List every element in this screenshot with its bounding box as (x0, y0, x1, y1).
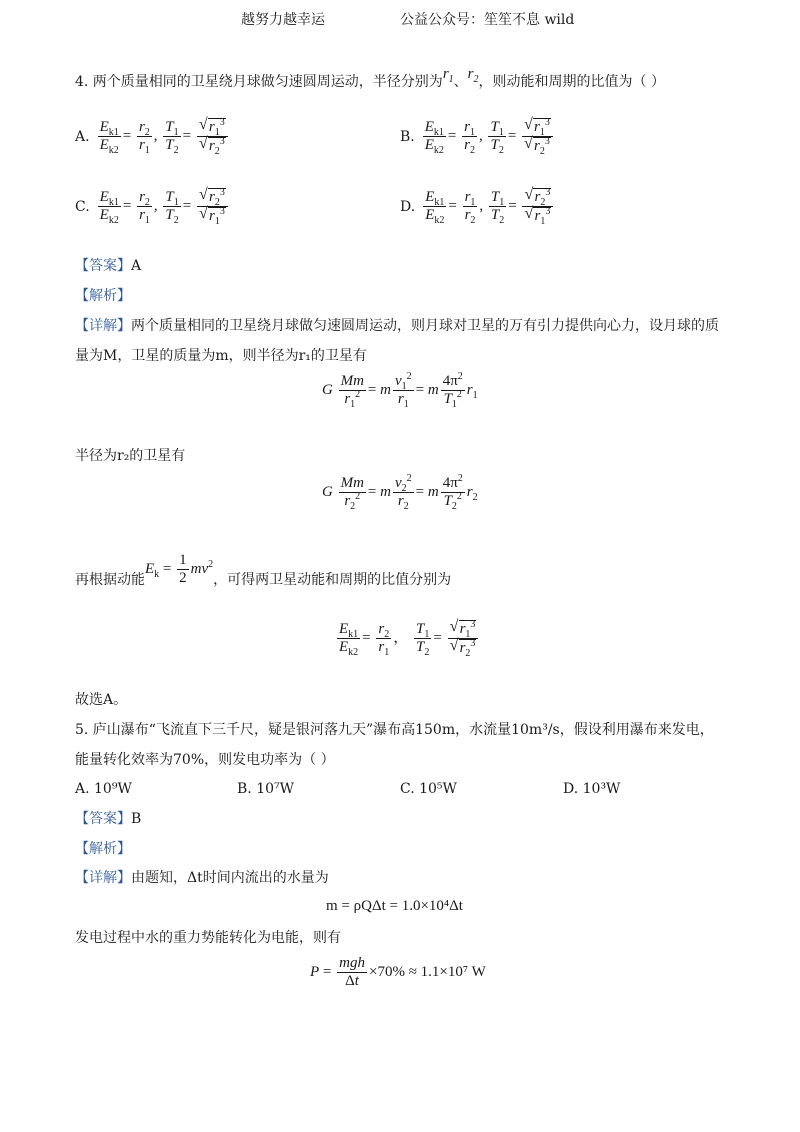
q5-mass-equation: m = ρQΔt = 1.0×10⁴Δt (326, 898, 463, 914)
q4-equation-r1: G $\frac{Mm}{r_1^2}$ = m $\frac{v_1^2}{r_1}$ = m $\frac{4\pi^2}{T_1^2}$ $r_1$ (322, 371, 478, 410)
q5-detail-text-1: 由题知，Δt时间内流出的水量为 (131, 870, 329, 886)
q4-detail-line-4 (75, 548, 451, 590)
q4-equation-r2: G $\frac{Mm}{r_2^2}$ = m $\frac{v_2^2}{r_2}$ = m $\frac{4\pi^2}{T_2^2}$ $r_2$ (322, 473, 478, 512)
q5-option-a[interactable]: A. 10⁹W (75, 781, 132, 797)
q5-option-b[interactable]: B. 10⁷W (237, 781, 295, 797)
q4-conclusion: 故选A。 (75, 692, 128, 708)
q5-answer (75, 809, 141, 829)
q4-option-a-label: A. (75, 128, 90, 145)
q4-option-a-formula: $\frac{E_{k1}}{E_{k2}}$ = $\frac{r_2}{r_1}$ , $\frac{T_1}{T_2}$ = √ $r_1^3$ √ $r_2^3$ (96, 118, 230, 155)
q4-ratio-result: $\frac{E_{k1}}{E_{k2}}$ = $\frac{r_2}{r_1}$ ， $\frac{T_1}{T_2}$ = √ $r_1^3$ √ $r_2^3$ (335, 620, 480, 657)
q5-stem-line-1: 5. 庐山瀑布“飞流直下三千尺，疑是银河落九天”瀑布高150m，水流量10m³/s，假设利用瀑布来发电， (75, 722, 714, 738)
q5-detail-line-1 (75, 868, 329, 888)
q5-option-d[interactable]: D. 10³W (563, 781, 621, 797)
q4-kinetic-energy-formula: $E_k$ = $\frac{1}{2}$ $mv^2$ (145, 551, 214, 586)
q4-option-d-label: D. (400, 198, 416, 215)
q4-stem-text: 4. 两个质量相同的卫星绕月球做匀速圆周运动，半径分别为 (75, 74, 443, 90)
q5-detail-line-2: 发电过程中水的重力势能转化为电能，则有 (75, 930, 341, 946)
q4-stem-r1: $r_1$ (442, 66, 454, 85)
q5-stem-line-2: 能量转化效率为70%，则发电功率为（ ） (75, 752, 335, 768)
q5-power-equation: P = $\frac{\text{mgh}}{\Delta t}$ ×70% ≈ 1.1×10⁷ W (310, 955, 486, 989)
q4-detail-text-4b: ，可得两卫星动能和周期的比值分别为 (213, 572, 452, 588)
q4-detail-line-3: 半径为r₂的卫星有 (75, 448, 186, 464)
q4-option-b-label: B. (400, 128, 415, 145)
q4-stem-sep: 、 (453, 74, 468, 90)
q5-power-equation-tail: ×70% ≈ 1.1×10⁷ W (368, 963, 486, 980)
q4-option-b[interactable] (400, 118, 555, 155)
q4-detail-text-1: 两个质量相同的卫星绕月球做匀速圆周运动，则月球对卫星的万有引力提供向心力，设月球的质 (131, 318, 719, 334)
q5-detail-tag: 【详解】 (75, 870, 131, 886)
q4-stem-tail: ，则动能和周期的比值为（ ） (478, 74, 665, 90)
q4-option-c[interactable] (75, 188, 230, 225)
q4-detail-text-4a: 再根据动能 (75, 572, 145, 588)
q5-analysis-tag: 【解析】 (75, 841, 131, 857)
q4-option-d[interactable] (400, 188, 555, 225)
q4-analysis-tag: 【解析】 (75, 288, 131, 304)
q4-detail-line-2: 量为M，卫星的质量为m，则半径为r₁的卫星有 (75, 348, 367, 364)
q4-answer-tag: 【答案】 (75, 258, 131, 274)
q5-answer-tag: 【答案】 (75, 811, 131, 827)
q4-stem (75, 66, 665, 92)
q4-option-c-label: C. (75, 198, 90, 215)
header-left-slogan: 越努力越幸运 (241, 12, 325, 28)
q5-answer-value: B (131, 811, 142, 827)
q4-option-c-formula: $\frac{E_{k1}}{E_{k2}}$ = $\frac{r_2}{r_1}$ , $\frac{T_1}{T_2}$ = √ $r_2^3$ √ $r_1^3$ (96, 188, 230, 225)
q4-answer (75, 256, 141, 276)
q4-answer-value: A (131, 258, 142, 274)
q4-option-d-formula: $\frac{E_{k1}}{E_{k2}}$ = $\frac{r_1}{r_2}$ , $\frac{T_1}{T_2}$ = √ $r_2^3$ √ $r_1^3$ (421, 188, 555, 225)
q5-option-c[interactable]: C. 10⁵W (400, 781, 457, 797)
q4-detail-line-1 (75, 316, 719, 336)
q4-detail-tag: 【详解】 (75, 318, 131, 334)
q4-stem-r2: $r_2$ (467, 66, 479, 85)
q4-option-b-formula: $\frac{E_{k1}}{E_{k2}}$ = $\frac{r_1}{r_2}$ , $\frac{T_1}{T_2}$ = √ $r_1^3$ √ $r_2^3$ (421, 118, 555, 155)
q4-option-a[interactable] (75, 118, 230, 155)
header-right-account: 公益公众号：笙笙不息 wild (400, 12, 575, 28)
